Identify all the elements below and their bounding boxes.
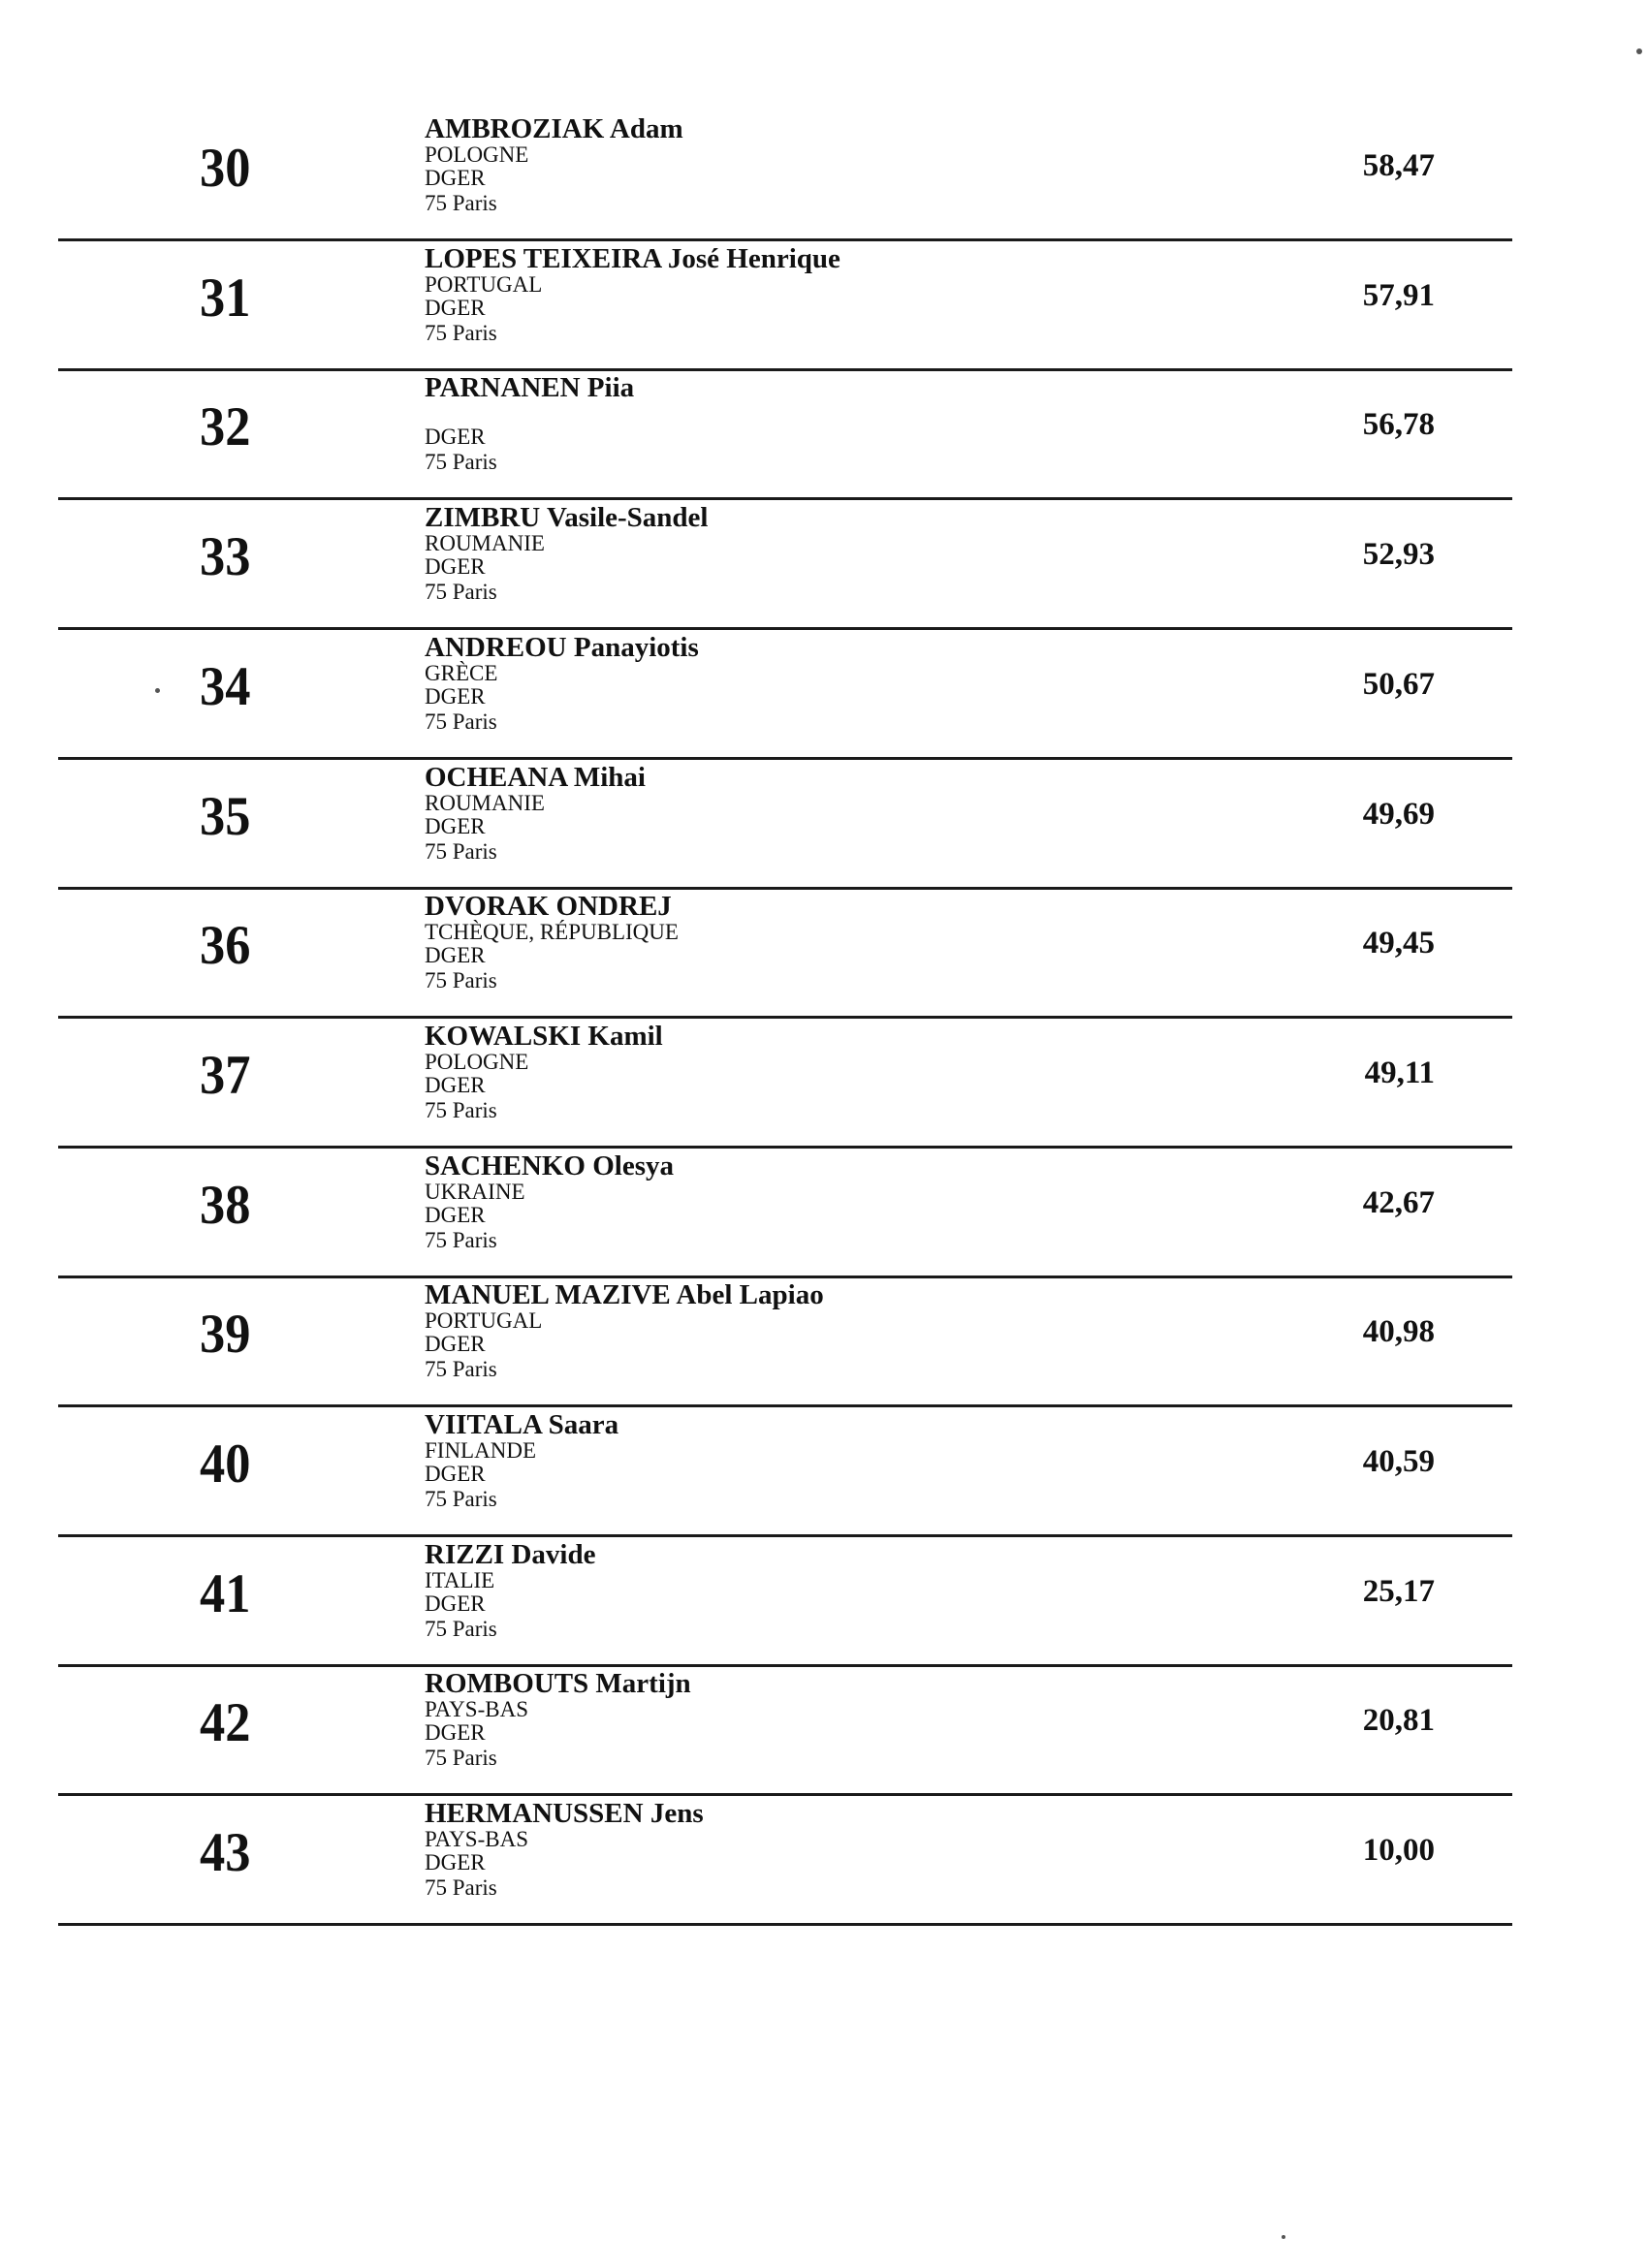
participant-info	[425, 632, 1103, 735]
participant-city: 75 Paris	[425, 1875, 497, 1900]
rank-number: 32	[200, 396, 251, 457]
participant-organization: DGER	[425, 943, 486, 967]
participant-name: KOWALSKI Kamil	[425, 1021, 663, 1052]
participant-city: 75 Paris	[425, 709, 497, 734]
participant-organization: DGER	[425, 1850, 486, 1874]
result-row	[58, 1277, 1512, 1407]
participant-name: OCHEANA Mihai	[425, 762, 646, 793]
result-row	[58, 370, 1512, 500]
score-value: 49,45	[1362, 926, 1435, 961]
result-row	[58, 111, 1512, 241]
score-value: 42,67	[1362, 1185, 1435, 1220]
rank-number: 37	[200, 1045, 251, 1106]
rank-number: 43	[200, 1822, 251, 1883]
result-row	[58, 1149, 1512, 1278]
participant-city: 75 Paris	[425, 1098, 497, 1122]
score-value: 58,47	[1362, 148, 1435, 183]
rank-number: 33	[200, 526, 251, 587]
score-value: 49,69	[1362, 797, 1435, 832]
rank-number: 41	[200, 1563, 251, 1624]
participant-city: 75 Paris	[425, 321, 497, 345]
result-row	[58, 241, 1512, 371]
participant-country: POLOGNE	[425, 142, 529, 167]
participant-country	[425, 403, 1103, 425]
participant-city: 75 Paris	[425, 191, 497, 215]
participant-country: PAYS-BAS	[425, 1697, 528, 1721]
score-value: 40,98	[1362, 1314, 1435, 1349]
participant-info	[425, 372, 1103, 475]
scan-speck	[1282, 2235, 1285, 2239]
participant-organization: DGER	[425, 1073, 486, 1097]
score-value: 25,17	[1362, 1574, 1435, 1609]
participant-info	[425, 1409, 1103, 1512]
score-value: 50,67	[1362, 667, 1435, 702]
participant-organization: DGER	[425, 1591, 486, 1616]
rank-number: 31	[200, 268, 251, 329]
participant-city: 75 Paris	[425, 1487, 497, 1511]
participant-info	[425, 1150, 1103, 1253]
participant-name: VIITALA Saara	[425, 1409, 619, 1440]
participant-name: LOPES TEIXEIRA José Henrique	[425, 243, 840, 274]
result-row	[58, 500, 1512, 630]
score-value: 49,11	[1364, 1055, 1435, 1090]
rank-number: 39	[200, 1304, 251, 1365]
participant-city: 75 Paris	[425, 839, 497, 864]
participant-country: PORTUGAL	[425, 1308, 543, 1333]
participant-organization: DGER	[425, 425, 486, 449]
result-row	[58, 1796, 1512, 1926]
participant-name: ROMBOUTS Martijn	[425, 1668, 691, 1699]
participant-country: FINLANDE	[425, 1438, 536, 1463]
participant-info	[425, 502, 1103, 605]
result-row	[58, 1407, 1512, 1537]
participant-organization: DGER	[425, 554, 486, 579]
score-value: 10,00	[1362, 1833, 1435, 1868]
result-row	[58, 630, 1512, 760]
participant-info	[425, 1021, 1103, 1123]
participant-country: POLOGNE	[425, 1050, 529, 1074]
participant-name: RIZZI Davide	[425, 1539, 596, 1570]
participant-organization: DGER	[425, 814, 486, 838]
score-value: 20,81	[1362, 1703, 1435, 1738]
participant-info	[425, 762, 1103, 865]
participant-city: 75 Paris	[425, 580, 497, 604]
participant-country: PAYS-BAS	[425, 1827, 528, 1851]
rank-number: 38	[200, 1175, 251, 1236]
result-row	[58, 1019, 1512, 1149]
rank-number: 34	[200, 656, 251, 717]
rank-number: 35	[200, 786, 251, 847]
participant-organization: DGER	[425, 1203, 486, 1227]
participant-city: 75 Paris	[425, 1617, 497, 1641]
participant-name: AMBROZIAK Adam	[425, 113, 683, 144]
rank-number: 36	[200, 915, 251, 976]
participant-name: PARNANEN Piia	[425, 372, 635, 403]
score-value: 40,59	[1362, 1444, 1435, 1479]
participant-country: GRÈCE	[425, 661, 498, 685]
participant-name: HERMANUSSEN Jens	[425, 1798, 704, 1829]
rank-number: 30	[200, 138, 251, 199]
result-row	[58, 1666, 1512, 1796]
participant-info	[425, 1668, 1103, 1771]
participant-organization: DGER	[425, 1332, 486, 1356]
participant-country: ROUMANIE	[425, 531, 545, 555]
participant-organization: DGER	[425, 296, 486, 320]
result-row	[58, 760, 1512, 890]
participant-city: 75 Paris	[425, 1228, 497, 1252]
rank-number: 42	[200, 1692, 251, 1753]
participant-info	[425, 1279, 1103, 1382]
participant-organization: DGER	[425, 166, 486, 190]
participant-city: 75 Paris	[425, 968, 497, 992]
participant-country: ITALIE	[425, 1568, 495, 1592]
participant-country: TCHÈQUE, RÉPUBLIQUE	[425, 920, 679, 944]
participant-name: DVORAK ONDREJ	[425, 891, 672, 922]
participant-info	[425, 1539, 1103, 1642]
participant-country: PORTUGAL	[425, 272, 543, 297]
participant-name: SACHENKO Olesya	[425, 1150, 674, 1181]
participant-name: MANUEL MAZIVE Abel Lapiao	[425, 1279, 824, 1310]
participant-name: ZIMBRU Vasile-Sandel	[425, 502, 709, 533]
score-value: 52,93	[1362, 537, 1435, 572]
participant-info	[425, 243, 1103, 346]
participant-organization: DGER	[425, 1462, 486, 1486]
participant-city: 75 Paris	[425, 450, 497, 474]
score-value: 56,78	[1362, 407, 1435, 442]
participant-country: UKRAINE	[425, 1180, 525, 1204]
participant-info	[425, 891, 1103, 993]
scan-speck	[1636, 48, 1642, 54]
participant-organization: DGER	[425, 1720, 486, 1745]
rank-number: 40	[200, 1433, 251, 1495]
participant-city: 75 Paris	[425, 1746, 497, 1770]
result-row	[58, 889, 1512, 1019]
participant-name: ANDREOU Panayiotis	[425, 632, 699, 663]
participant-country: ROUMANIE	[425, 791, 545, 815]
result-row	[58, 1537, 1512, 1667]
participant-info	[425, 113, 1103, 216]
score-value: 57,91	[1362, 278, 1435, 313]
scan-speck	[155, 688, 160, 693]
participant-organization: DGER	[425, 684, 486, 709]
participant-city: 75 Paris	[425, 1357, 497, 1381]
participant-info	[425, 1798, 1103, 1901]
